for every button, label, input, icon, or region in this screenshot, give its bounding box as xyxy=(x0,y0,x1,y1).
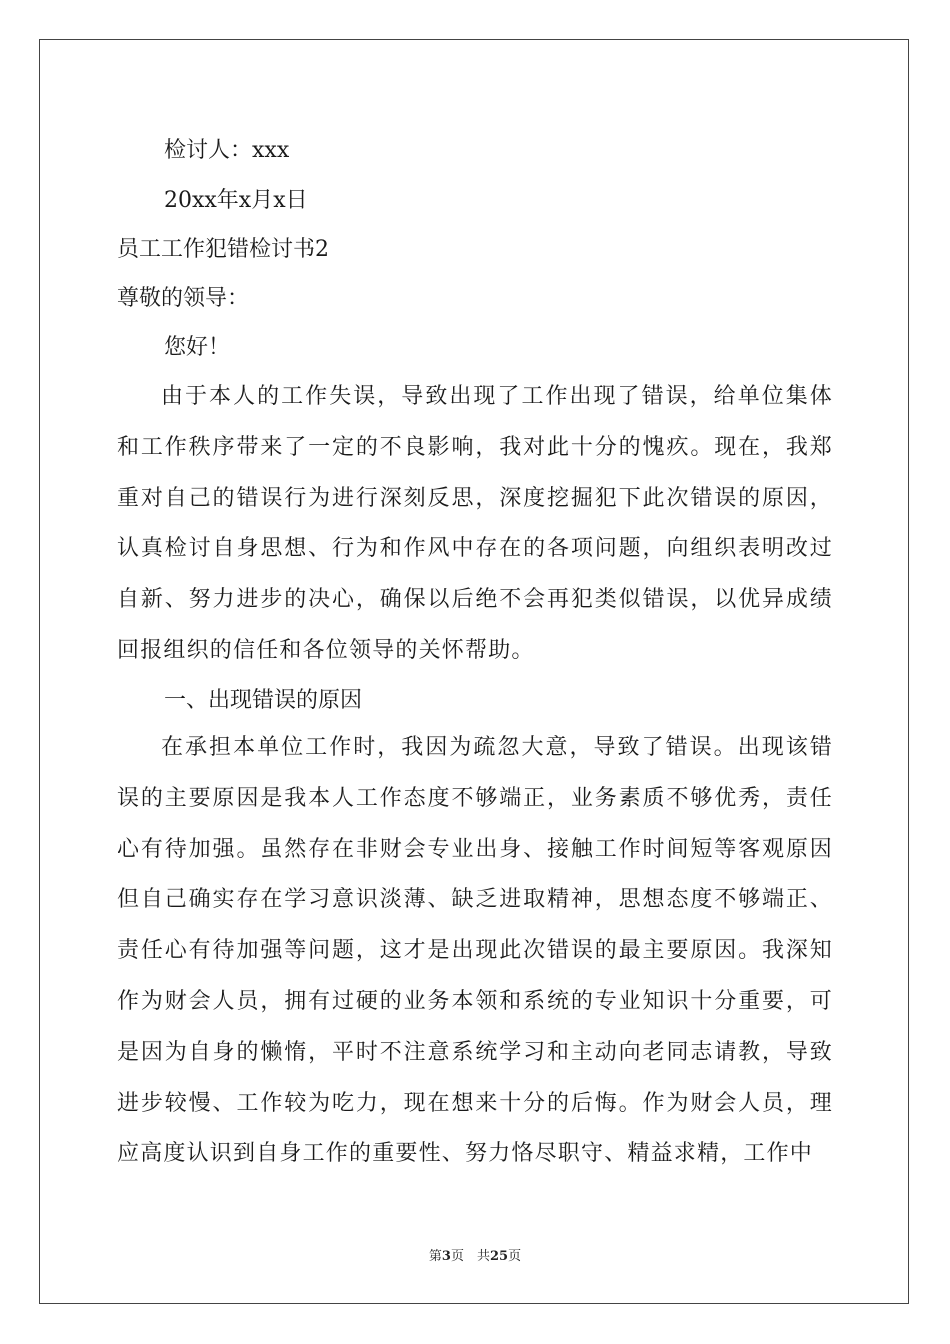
document-title: 员工工作犯错检讨书2 xyxy=(117,237,329,262)
page-mid: 页 共 xyxy=(450,1249,490,1264)
signer-line: 检讨人：xxx xyxy=(164,138,290,163)
section-1-heading: 一、出现错误的原因 xyxy=(164,688,363,713)
salutation: 尊敬的领导： xyxy=(117,286,250,311)
page-total: 25 xyxy=(489,1249,509,1264)
greeting: 您好！ xyxy=(164,335,231,360)
page-prefix: 第 xyxy=(428,1249,442,1264)
page-footer xyxy=(0,1245,950,1264)
page-current: 3 xyxy=(441,1249,451,1264)
paragraph-2: 在承担本单位工作时，我因为疏忽大意，导致了错误。出现该错误的主要原因是我本人工作态度不够端正，业务素质不够优秀，责任心有待加强。虽然存在非财会专业出身、接触工作时间短等客观原因但自己确实存在学习意识淡薄、缺乏进取精神，思想态度不够端正、责任心有待加强等问题，这才是出现此次错误的最主要原因。我深知作为财会人员，拥有过硬的业务本领和系统的专业知识十分重要，可是因为自身的懒惰，平时不注意系统学习和主动向老同志请教，导致进步较慢、工作较为吃力，现在想来十分的后悔。作为财会人员，理应高度认识到自身工作的重要性、努力恪尽职守、精益求精，工作中 xyxy=(117,735,833,1167)
paragraph-1: 由于本人的工作失误，导致出现了工作出现了错误，给单位集体和工作秩序带来了一定的不良影响，我对此十分的愧疚。现在，我郑重对自己的错误行为进行深刻反思，深度挖掘犯下此次错误的原因，认真检讨自身思想、行为和作风中存在的各项问题，向组织表明改过自新、努力进步的决心，确保以后绝不会再犯类似错误，以优异成绩回报组织的信任和各位领导的关怀帮助。 xyxy=(117,384,833,663)
page-suffix: 页 xyxy=(508,1249,522,1264)
date-line: 20xx年x月x日 xyxy=(164,188,308,213)
